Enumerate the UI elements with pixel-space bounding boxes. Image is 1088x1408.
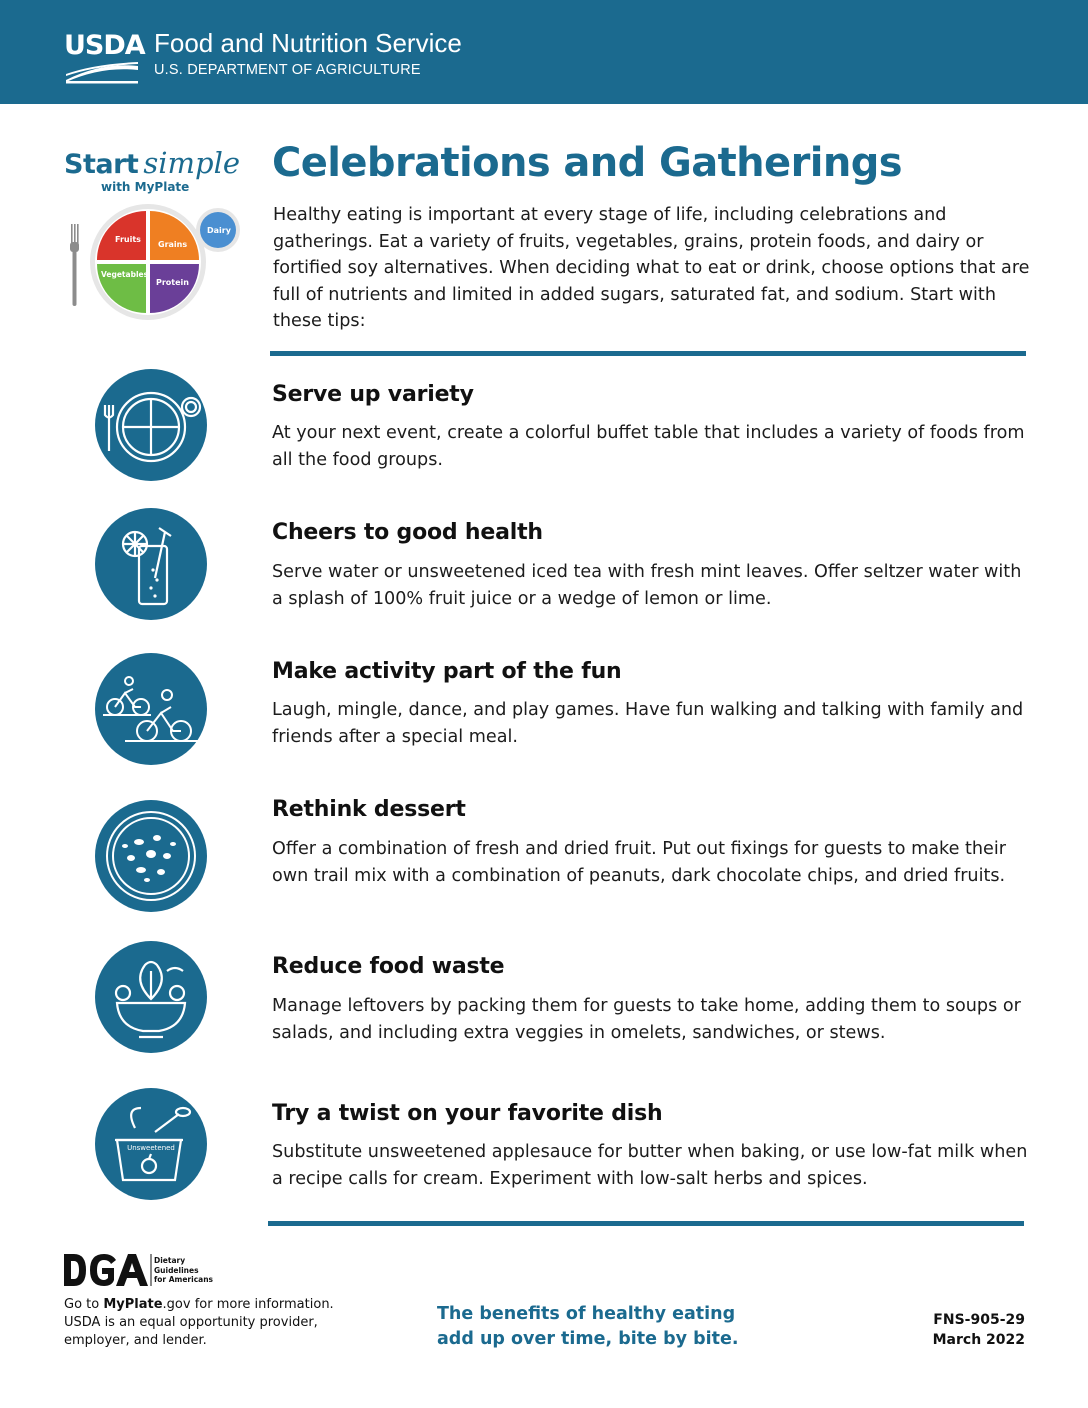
- drink-glass-icon: [95, 508, 207, 620]
- bottom-divider: [268, 1221, 1024, 1226]
- dga-line-1: Dietary: [154, 1256, 186, 1265]
- myplate-link-line[interactable]: [64, 1296, 334, 1314]
- intro-paragraph: Healthy eating is important at every stage of life, including celebrations and gatherings. Eat a variety of fruits, vegetables, grains, protein foods, and dairy or fortified soy alternatives. When deciding what to eat or drink, choose options that are full of nutrients and limited in added sugars, saturated fat, and sodium. Start with these tips:: [273, 205, 1030, 332]
- page-title: Celebrations and Gatherings: [272, 140, 902, 186]
- equal-opportunity-line-2: employer, and lender.: [64, 1333, 207, 1348]
- footer-info: [64, 1296, 334, 1350]
- plate-protein-label: Protein: [156, 278, 189, 287]
- doc-number: FNS-905-29: [933, 1312, 1025, 1328]
- plate-fruits-label: Fruits: [115, 235, 141, 244]
- applesauce-cup-icon: [95, 1088, 207, 1200]
- usda-logo: [64, 30, 145, 84]
- dga-line-3: for Americans: [154, 1275, 214, 1284]
- department-name: U.S. DEPARTMENT OF AGRICULTURE: [154, 62, 421, 78]
- start-simple-simple: simple: [143, 146, 241, 180]
- tip-body: Serve water or unsweetened iced tea with fresh mint leaves. Offer seltzer water with a splash of 100% fruit juice or a wedge of lemon or lime.: [272, 562, 1022, 609]
- document-id: [933, 1310, 1025, 1350]
- myplate-icon: [60, 200, 250, 330]
- tip-body: Manage leftovers by packing them for guests to take home, adding them to soups or salads, and including extra veggies in omelets, sandwiches, or stews.: [272, 996, 1021, 1043]
- tip-body: At your next event, create a colorful buffet table that includes a variety of foods from all the food groups.: [272, 423, 1025, 470]
- tip-title: Serve up variety: [272, 382, 474, 407]
- plate-grains-label: Grains: [158, 240, 188, 249]
- goto-prefix: Go to: [64, 1297, 104, 1312]
- tagline-line-2: add up over time, bite by bite.: [437, 1329, 739, 1349]
- usda-swoosh-icon: [64, 60, 140, 84]
- doc-date: March 2022: [932, 1332, 1025, 1348]
- myplate-brand: MyPlate: [103, 1297, 163, 1312]
- plate-icon: [95, 369, 207, 481]
- unsweetened-label: Unsweetened: [127, 1144, 175, 1152]
- with-myplate: with MyPlate: [101, 180, 190, 194]
- tip-title: Rethink dessert: [272, 797, 466, 822]
- plate-vegetables-label: Vegetables: [101, 270, 149, 279]
- header-bar: [0, 0, 1088, 104]
- tagline: [437, 1302, 739, 1352]
- fork-icon: [70, 224, 79, 306]
- equal-opportunity-line-1: USDA is an equal opportunity provider,: [64, 1315, 318, 1330]
- dga-wordmark: [154, 1256, 213, 1285]
- start-simple-logo: [64, 146, 244, 194]
- usda-logo-text: USDA: [64, 30, 145, 61]
- tip-body: Laugh, mingle, dance, and play games. Have fun walking and talking with family and friends after a special meal.: [272, 700, 1024, 747]
- tip-title: Reduce food waste: [272, 954, 505, 979]
- start-simple-start: Start: [64, 149, 139, 180]
- tagline-line-1: The benefits of healthy eating: [437, 1304, 736, 1324]
- tip-title: Make activity part of the fun: [272, 659, 622, 684]
- tip-title: Try a twist on your favorite dish: [272, 1101, 663, 1126]
- salad-bowl-icon: [95, 941, 207, 1053]
- dga-line-2: Guidelines: [154, 1265, 199, 1275]
- goto-suffix: .gov for more information.: [162, 1297, 334, 1312]
- cyclists-icon: [95, 653, 207, 765]
- tip-title: Cheers to good health: [272, 520, 543, 545]
- tip-body: Substitute unsweetened applesauce for butter when baking, or use low-fat milk when a recipe calls for cream. Experiment with low-salt herbs and spices.: [272, 1142, 1028, 1189]
- agency-name: Food and Nutrition Service: [154, 28, 462, 58]
- plate-dairy-label: Dairy: [207, 226, 231, 235]
- trail-mix-icon: [95, 800, 207, 912]
- top-divider: [270, 351, 1026, 356]
- tip-body: Offer a combination of fresh and dried fruit. Put out fixings for guests to make their own trail mix with a combination of peanuts, dark chocolate chips, and dried fruits.: [272, 839, 1006, 886]
